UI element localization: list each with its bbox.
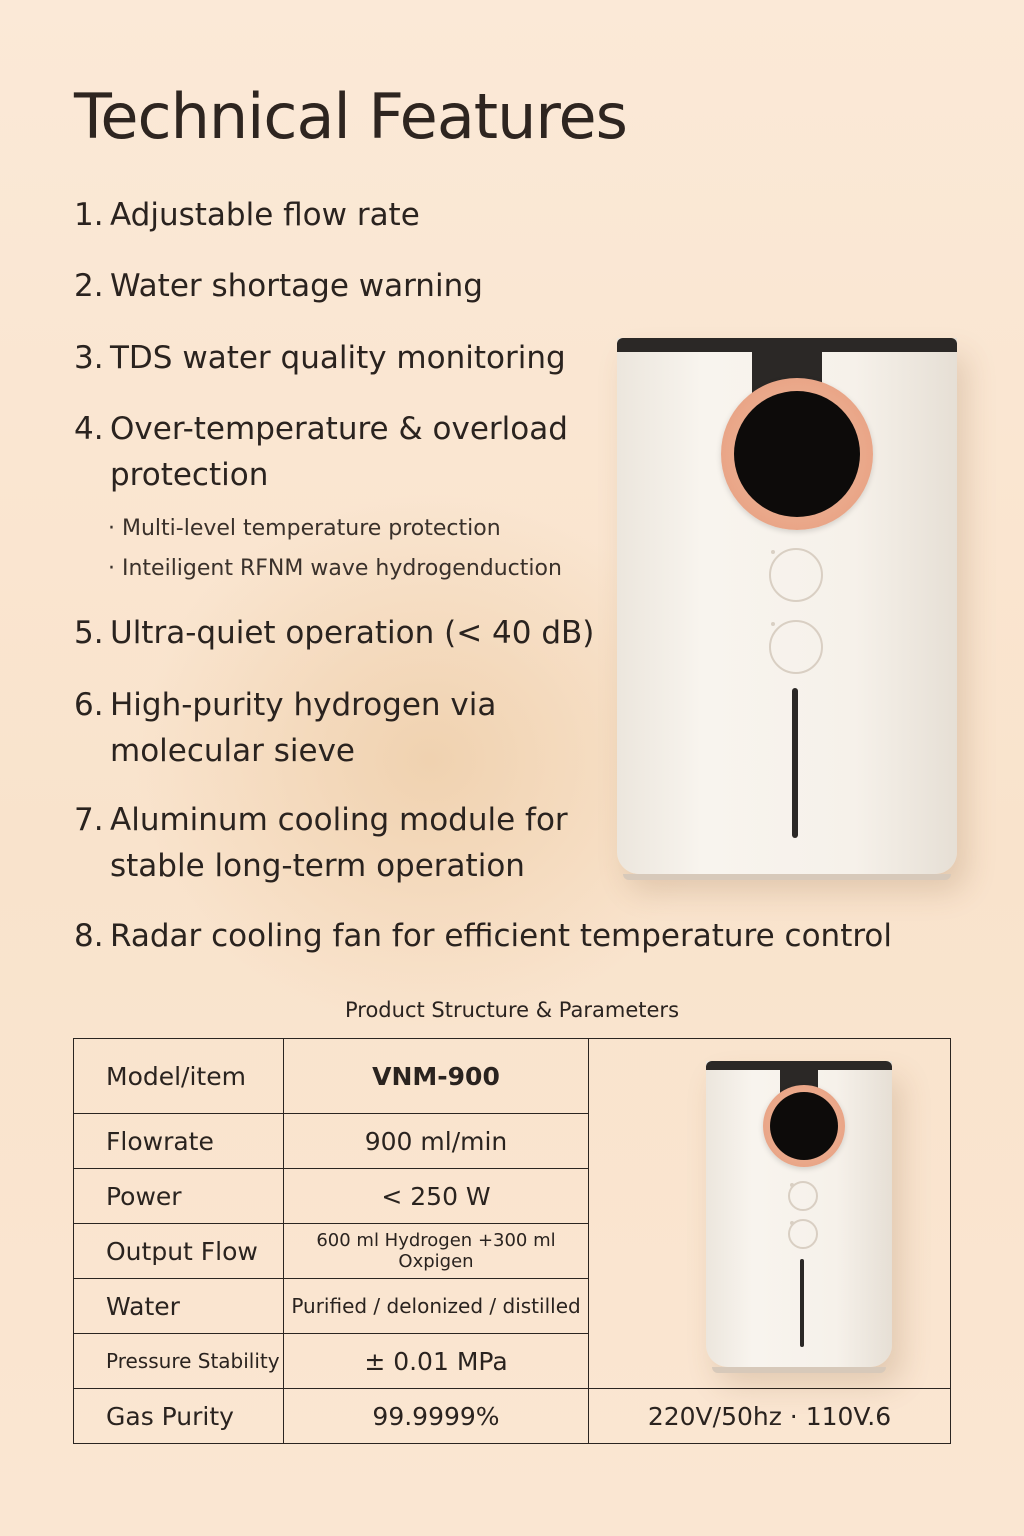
feature-number: 8. — [74, 918, 104, 954]
param-value: < 250 W — [284, 1169, 589, 1224]
feature-text: Aluminum cooling module for — [110, 802, 568, 838]
param-label: Gas Purity — [74, 1389, 284, 1444]
feature-text: Ultra-quiet operation (< 40 dB) — [110, 615, 595, 651]
param-label: Flowrate — [74, 1114, 284, 1169]
param-value: 99.9999% — [284, 1389, 589, 1444]
param-value: ± 0.01 MPa — [284, 1334, 589, 1389]
table-title: Product Structure & Parameters — [344, 998, 680, 1022]
param-value: VNM-900 — [284, 1039, 589, 1114]
param-label: Pressure Stability — [74, 1334, 284, 1389]
page-title: Technical Features — [74, 80, 627, 153]
feature-text: Radar cooling fan for efficient temperature control — [110, 918, 892, 954]
gas-outlet-slot — [792, 688, 798, 838]
control-button-icon — [769, 548, 823, 602]
product-image-cell — [589, 1039, 951, 1389]
param-label: Power — [74, 1169, 284, 1224]
display-screen — [734, 391, 860, 517]
device-top-cap — [706, 1061, 892, 1070]
feature-number: 1. — [74, 197, 104, 233]
sub-feature-item: · Multi-level temperature protection — [108, 516, 501, 541]
feature-item — [74, 610, 594, 656]
feature-text: High-purity hydrogen via — [110, 687, 497, 723]
parameters-table — [73, 1038, 951, 1444]
hydrogen-generator-thumbnail — [706, 1061, 892, 1367]
feature-item — [74, 335, 566, 381]
gas-outlet-slot — [800, 1259, 804, 1347]
feature-text-continued: protection — [110, 457, 269, 493]
param-value: Purified / delonized / distilled — [284, 1279, 589, 1334]
feature-number: 2. — [74, 268, 104, 304]
feature-number: 6. — [74, 687, 104, 723]
param-label: Water — [74, 1279, 284, 1334]
feature-item — [74, 682, 496, 774]
control-button-icon — [788, 1181, 818, 1211]
feature-text: TDS water quality monitoring — [110, 340, 566, 376]
table-row — [74, 1389, 951, 1444]
feature-item — [74, 263, 483, 309]
sub-feature-item: · Inteiligent RFNM wave hydrogenduction — [108, 556, 562, 581]
display-screen — [770, 1092, 838, 1160]
param-label: Output Flow — [74, 1224, 284, 1279]
control-button-icon — [769, 620, 823, 674]
feature-text: Water shortage warning — [110, 268, 483, 304]
hydrogen-generator-image — [617, 338, 957, 874]
feature-number: 4. — [74, 411, 104, 447]
feature-number: 3. — [74, 340, 104, 376]
feature-text-continued: stable long-term operation — [110, 848, 525, 884]
feature-text: Adjustable flow rate — [110, 197, 420, 233]
feature-item — [74, 913, 892, 959]
feature-item — [74, 797, 568, 889]
feature-number: 5. — [74, 615, 104, 651]
param-label: Model/item — [74, 1039, 284, 1114]
voltage-value: 220V/50hz · 110V.6 — [589, 1389, 951, 1444]
feature-item — [74, 406, 568, 498]
feature-text-continued: molecular sieve — [110, 733, 356, 769]
device-top-cap — [617, 338, 957, 352]
feature-text: Over-temperature & overload — [110, 411, 568, 447]
param-value: 600 ml Hydrogen +300 ml Oxpigen — [284, 1224, 589, 1279]
device-base — [623, 874, 951, 880]
feature-number: 7. — [74, 802, 104, 838]
device-base — [712, 1367, 886, 1373]
param-value: 900 ml/min — [284, 1114, 589, 1169]
table-row — [74, 1039, 951, 1114]
control-button-icon — [788, 1219, 818, 1249]
feature-item — [74, 192, 420, 238]
